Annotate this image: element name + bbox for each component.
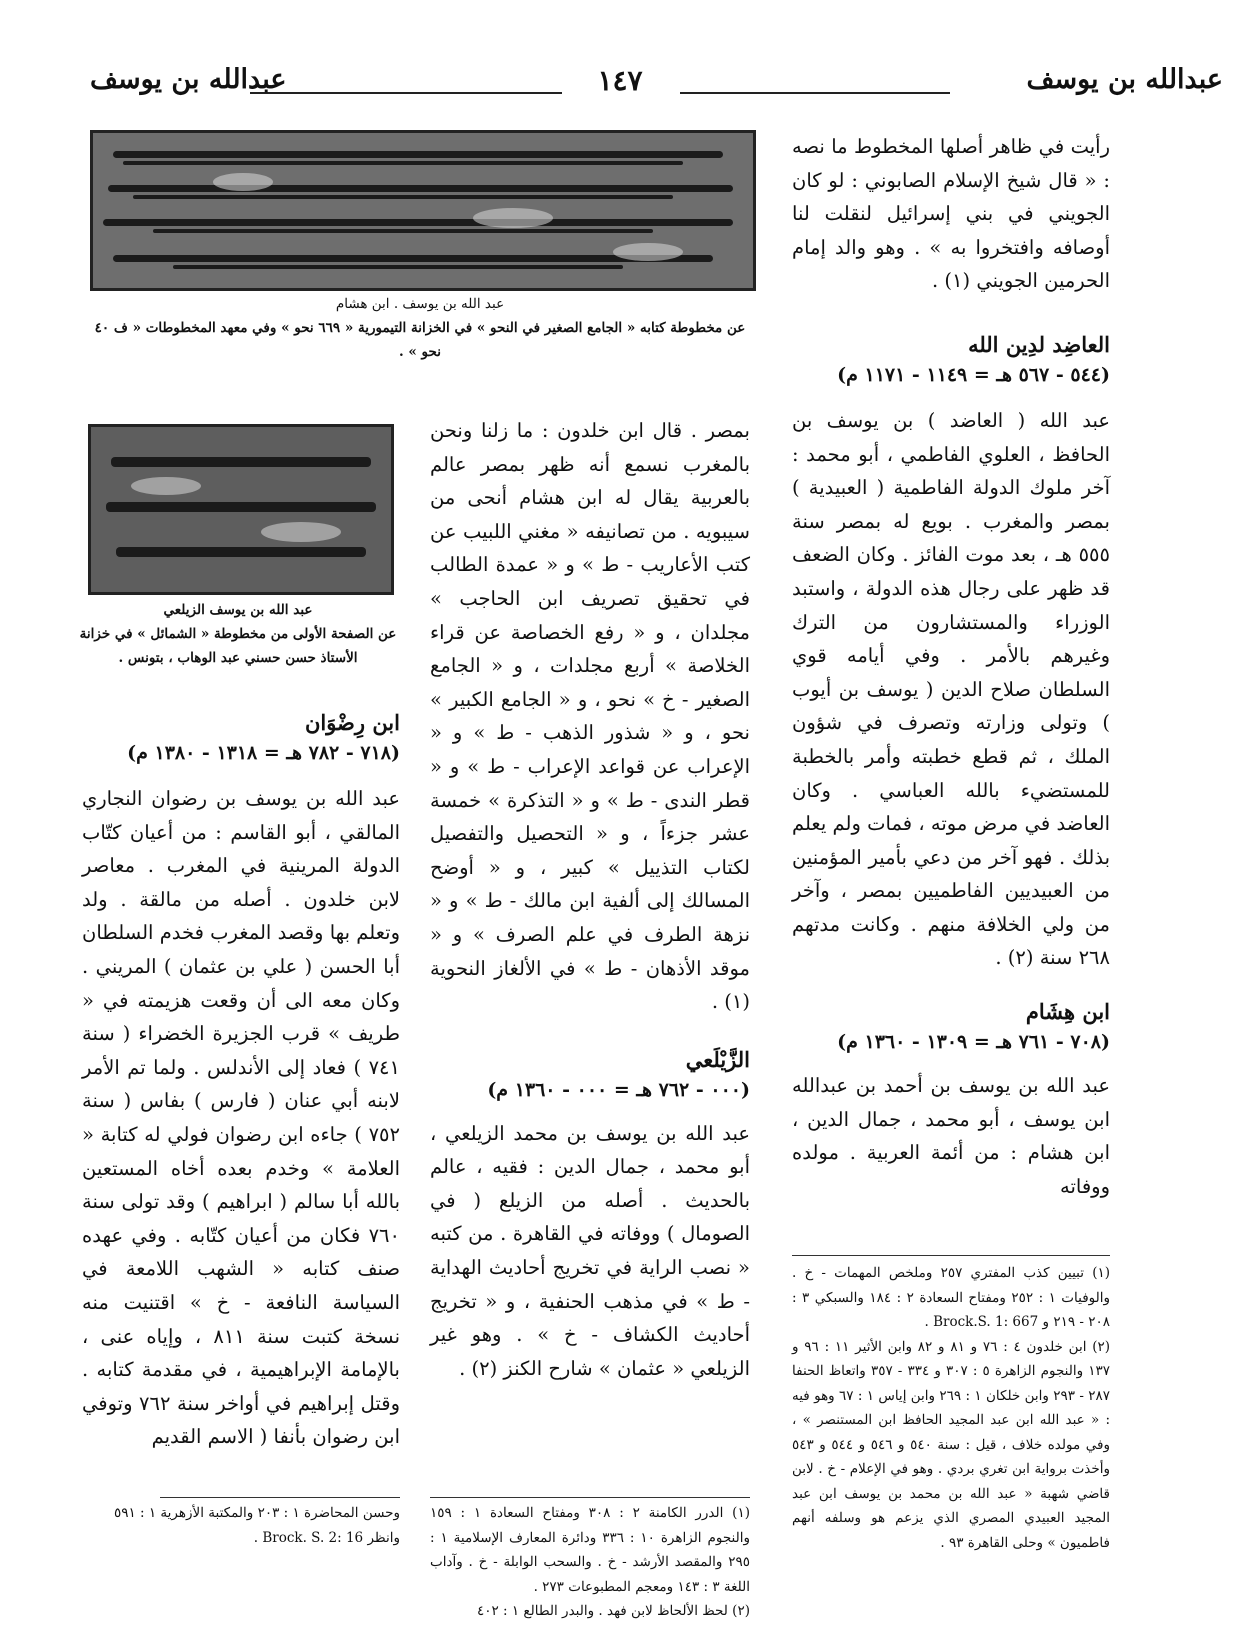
running-head-left: عبدالله بن يوسف [90,64,287,95]
footnotes-middle [430,1501,750,1624]
entry-body-ibn-hisham: عبد الله بن يوسف بن أحمد بن عبدالله ابن يوسف ، أبو محمد ، جمال الدين ، ابن هشام : من أئمة العربية . مولده ووفاته [792,1074,1110,1198]
footnote-rule-right [792,1255,1110,1256]
entry-title-ibn-hisham: ابن هِشَام [1025,999,1110,1025]
footnote-left-1: وحسن المحاضرة ١ : ٢٠٣ والمكتبة الأزهرية ١ : ٥٩١ [113,1505,400,1521]
footnote-rule-left [160,1497,400,1498]
figure2-caption-block [78,598,398,670]
running-head-right: عبدالله بن يوسف [1026,64,1223,95]
header-rule-right [680,92,950,94]
figure1-caption: عن مخطوطة كتابه « الجامع الصغير في النحو » في الخزانة التيمورية « ٦٦٩ نحو » وفي معهد المخطوطات « ف ٤٠ نحو » . [94,320,746,360]
entry-body-ibn-ridwan: عبد الله بن يوسف بن رضوان النجاري المالقي ، أبو القاسم : من أعيان كتّاب الدولة المرينية في المغرب . معاصر لابن خلدون . أصله من مالقة . ولد وتعلم بها وقصد المغرب فخدم السلطان أبا الحسن ( علي بن عثمان ) المريني . وكان معه الى أن وقعت هزيمته في « طريف » قرب الجزيرة الخضراء ( سنة ٧٤١ ) فعاد إلى الأندلس . ولما تم الأمر لابنه أبي عنان ( فارس ) بفاس ( سنة ٧٥٢ ) جاءه ابن رضوان فولي له كتابة « العلامة » وخدم بعده أخاه المستعين بالله أبا سالم ( ابراهيم ) وقد تولى سنة ٧٦٠ فكان من أعيان كتّابه . وفي عهده صنف كتابه « الشهب اللامعة في السياسة النافعة - خ » اقتنيت منه نسخة كتبت سنة ٨١١ ، وإياه عنى ، بالإمامة الإبراهيمية ، في مقدمة كتابه . وقتل إبراهيم في أواخر سنة ٧٦٢ وتوفي ابن رضوان بأنفا ( الاسم القديم [82,787,401,1449]
footnote-rule-middle [430,1497,750,1498]
manuscript-image-zaylai [88,424,394,595]
figure2-title: عبد الله بن يوسف الزيلعي [163,602,313,618]
entry-title-al-adid: العاضِد لدِين الله [968,331,1110,357]
entry-dates-ibn-ridwan: (٧١٨ - ٧٨٢ هـ = ١٣١٨ - ١٣٨٠ م) [127,742,400,764]
entry-title-ibn-ridwan: ابن رِضْوَان [304,710,400,735]
header-rule-left [250,92,562,94]
entry-dates-zaylai: (٠٠٠ - ٧٦٢ هـ = ٠٠٠ - ١٣٦٠ م) [487,1078,750,1101]
footnote-left-2: وانظر Brock. S. 2: 16 . [253,1529,400,1546]
footnote-middle-1: (١) الدرر الكامنة ٢ : ٣٠٨ ومفتاح السعادة ١ : ١٥٩ والنجوم الزاهرة ١٠ : ٣٣٦ ودائرة المعارف الإسلامية ١ : ٢٩٥ والمقصد الأرشد - خ . والسحب الوابلة - خ . وآداب اللغة ٣ : ١٤٣ ومعجم المطبوعات ٢٧٣ . [430,1505,750,1595]
footnote-right-2: (٢) ابن خلدون ٤ : ٧٦ و ٨١ و ٨٢ وابن الأثير ١١ : ٩٦ و ١٣٧ والنجوم الزاهرة ٥ : ٣٠٧ و ٣٣٤ - ٣٥٧ واتعاظ الحنفا ٢٨٧ - ٢٩٣ وابن خلكان ١ : ٢٦٩ وابن إياس ١ : ٦٧ وهو فيه : « عبد الله ابن عبد المجيد الحافظ ابن المستنصر » ، وفي مولده خلاف ، قيل : سنة ٥٤٠ و ٥٤٦ و ٥٤٤ و ٥٤٣ وأخذت برواية ابن تغري بردي . وهو في الإعلام - خ . لابن قاضي شهبة « عبد الله بن محمد بن يوسف ابن عبد المجيد العبيدي المصري الذي يزعم هو وسلفه أنهم فاطميون » وحلى القاهرة ٩٣ . [792,1338,1111,1551]
entry-dates-ibn-hisham: (٧٠٨ - ٧٦١ هـ = ١٣٠٩ - ١٣٦٠ م) [837,1031,1110,1054]
ibn-hisham-continued: بمصر . قال ابن خلدون : ما زلنا ونحن بالمغرب نسمع أنه ظهر بمصر عالم بالعربية يقال له ابن هشام أنحى من سيبويه . من تصانيفه « مغني اللبيب عن كتب الأعاريب - ط » و « عمدة الطالب في تحقيق تصريف ابن الحاجب » مجلدان ، و « رفع الخصاصة عن قراء الخلاصة » أربع مجلدات ، و « الجامع الصغير - خ » نحو ، و « الجامع الكبير » نحو ، و « شذور الذهب - ط » و « الإعراب عن قواعد الإعراب - ط » و « قطر الندى - ط » و « التذكرة » خمسة عشر جزءاً ، و « التحصيل والتفصيل لكتاب التذييل » كبير ، و « أوضح المسالك إلى ألفية ابن مالك - ط » و « نزهة الطرف في علم الصرف » و « موقد الأذهان - ط » في الألغاز النحوية (١) . [430,419,750,1014]
footnotes-left [82,1501,400,1550]
manuscript-image-ibn-hisham [90,130,756,291]
entry-dates-al-adid: (٥٤٤ - ٥٦٧ هـ = ١١٤٩ - ١١٧١ م) [837,363,1110,386]
page-number: ١٤٧ [597,64,643,97]
entry-body-al-adid: عبد الله ( العاضد ) بن يوسف بن الحافظ ، العلوي الفاطمي ، أبو محمد : آخر ملوك الدولة الفاطمية ( العبيدية ) بمصر والمغرب . بويع له بمصر سنة ٥٥٥ هـ ، بعد موت الفائز . وكان الضعف قد ظهر على رجال هذه الدولة ، واستبد الوزراء والمستشارون من الترك وغيرهم بالأمر . وفي أيامه قوي السلطان صلاح الدين ( يوسف بن أيوب ) وتولى وزارته وتصرف في شؤون الملك ، ثم قطع خطبته وأمر بالخطبة للمستضيء بالله العباسي . وكان العاضد في مرض موته ، فمات ولم يعلم بذلك . فهو آخر من دعي بأمير المؤمنين من العبيديين الفاطميين بمصر ، وآخر من ولي الخلافة منهم . وكانت مدتهم ٢٦٨ سنة (٢) . [792,408,1110,970]
footnote-middle-2: (٢) لحظ الألحاظ لابن فهد . والبدر الطالع ١ : ٤٠٢ [476,1603,750,1619]
column-right [792,130,1110,1203]
footnote-right-1: (١) تبيين كذب المفتري ٢٥٧ وملخص المهمات - خ . والوفيات ١ : ٢٥٢ ومفتاح السعادة ٢ : ١٨٤ والسبكي ٣ : ٢٠٨ - ٢١٩ و Brock.S. 1: 667 . [792,1265,1111,1330]
entry-body-zaylai: عبد الله بن يوسف بن محمد الزيلعي ، أبو محمد ، جمال الدين : فقيه ، عالم بالحديث . أصله من الزيلع ( في الصومال ) ووفاته في القاهرة . من كتبه « نصب الراية في تخريج أحاديث الهداية - ط » في مذهب الحنفية ، و « تخريج أحاديث الكشاف - خ » . وهو غير الزيلعي « عثمان » شارح الكنز (٢) . [430,1121,750,1380]
entry-title-zaylai: الزَّيْلَعي [685,1046,750,1072]
footnotes-right [792,1261,1110,1555]
intro-paragraph: رأيت في ظاهر أصلها المخطوط ما نصه : « قال شيخ الإسلام الصابوني : لو كان الجويني في بني إسرائيل لنقلت لنا أوصافه وافتخروا به » . وهو والد إمام الحرمين الجويني (١) . [792,135,1110,293]
figure1-caption-block [90,292,750,364]
figure2-caption: عن الصفحة الأولى من مخطوطة « الشمائل » في خزانة الأستاذ حسن حسني عبد الوهاب ، بتونس . [79,626,397,666]
figure1-title: عبد الله بن يوسف . ابن هشام [335,296,505,312]
column-left [82,708,400,1454]
column-middle [430,414,750,1385]
